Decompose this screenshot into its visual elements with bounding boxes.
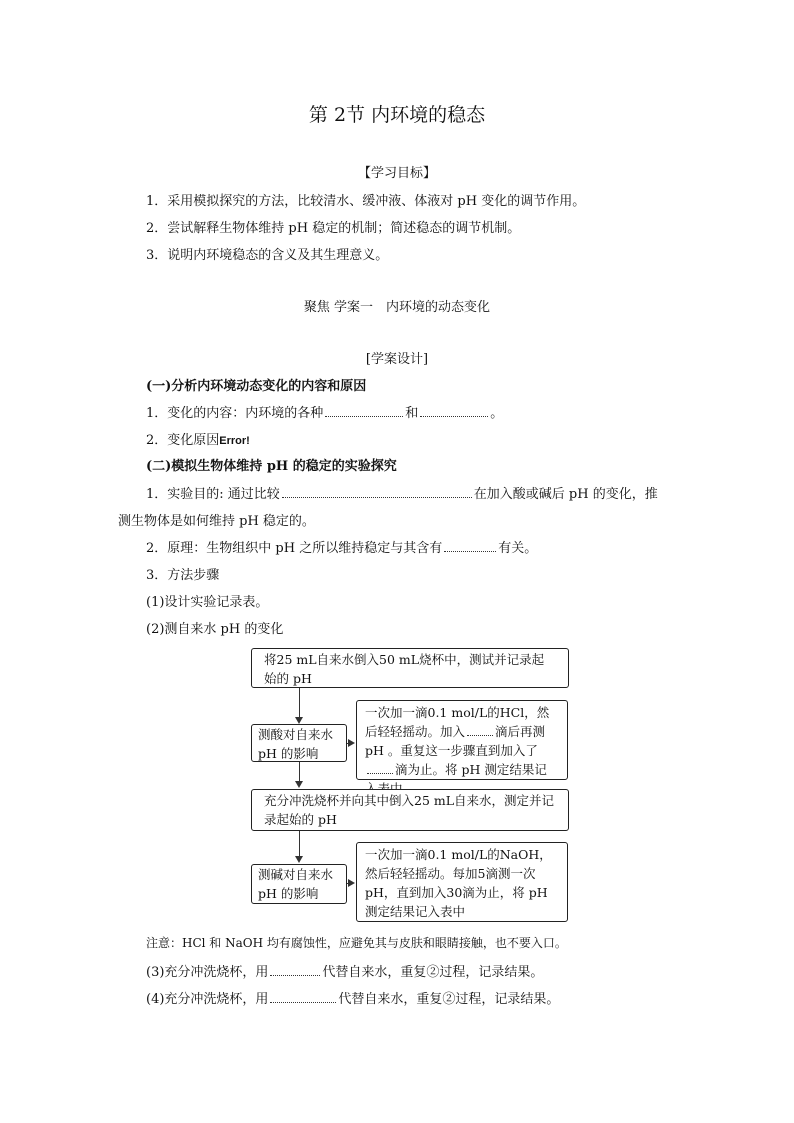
flow-box-acid-label: 测酸对自来水 pH 的影响 — [251, 724, 347, 762]
objective-item: 2．尝试解释生物体维持 pH 稳定的机制；简述稳态的调节机制。 — [146, 221, 521, 236]
blank — [270, 963, 320, 976]
flow-box-acid-detail — [356, 700, 568, 780]
part2-heading: (二)模拟生物体维持 pH 的稳定的实验探究 — [146, 459, 397, 474]
error-text: Error! — [219, 435, 250, 447]
arrow-right-icon — [348, 739, 355, 747]
section-title: 聚焦 学案一 内环境的动态变化 — [303, 300, 491, 315]
design-heading: [学案设计] — [365, 352, 429, 367]
text: 1．实验目的: 通过比较 — [146, 487, 280, 502]
page-title: 第 2节 内环境的稳态 — [308, 104, 486, 126]
flow-connector — [299, 762, 300, 782]
text: 滴后再测 pH 。重复这一步骤直到加入了 — [365, 724, 546, 758]
objectives-heading: 【学习目标】 — [357, 166, 436, 181]
flow-connector — [299, 831, 300, 857]
objective-item: 3．说明内环境稳态的含义及其生理意义。 — [146, 248, 389, 263]
blank — [467, 723, 493, 736]
text: 代替自来水，重复②过程，记录结果。 — [338, 992, 560, 1007]
change-content-line — [146, 402, 503, 421]
blank — [444, 539, 496, 552]
blank — [270, 990, 336, 1003]
blank — [420, 404, 488, 417]
arrow-right-icon — [348, 879, 355, 887]
step3-line — [146, 961, 543, 980]
objective-item: 1．采用模拟探究的方法，比较清水、缓冲液、体液对 pH 变化的调节作用。 — [146, 194, 586, 209]
step1: (1)设计实验记录表。 — [146, 595, 269, 610]
text: 滴为止。将 pH 测定结果记 — [395, 762, 547, 777]
text: (4)充分冲洗烧杯，用 — [146, 992, 269, 1007]
text: (3)充分冲洗烧杯，用 — [146, 965, 269, 980]
principle-line — [146, 537, 537, 556]
change-cause-line — [146, 429, 250, 448]
text: 有关。 — [498, 541, 538, 556]
steps-heading: 3．方法步骤 — [146, 568, 220, 583]
step2: (2)测自来水 pH 的变化 — [146, 622, 284, 637]
text: 在加入酸或碱后 pH 的变化，推 — [473, 487, 658, 502]
flow-box-start: 将25 mL自来水倒入50 mL烧杯中，测试并记录起始的 pH — [251, 648, 569, 688]
part1-heading: (一)分析内环境动态变化的内容和原因 — [146, 379, 367, 394]
text: 1．变化的内容：内环境的各种 — [146, 406, 324, 421]
blank — [282, 485, 472, 498]
text: 代替自来水，重复②过程，记录结果。 — [322, 965, 544, 980]
text: 2．变化原因 — [146, 433, 220, 448]
flow-box-rinse: 充分冲洗烧杯并向其中倒入25 mL自来水，测定并记录起始的 pH — [251, 789, 569, 831]
flow-box-base-label: 测碱对自来水 pH 的影响 — [251, 864, 347, 904]
text: 2．原理：生物组织中 pH 之所以维持稳定与其含有 — [146, 541, 443, 556]
safety-note: 注意：HCl 和 NaOH 均有腐蚀性，应避免其与皮肤和眼睛接触，也不要入口。 — [146, 936, 567, 950]
text: 一次加一滴0.1 mol/L的HCl，然后轻轻摇动。加入 — [365, 705, 550, 739]
arrow-down-icon — [295, 717, 303, 724]
text: 。 — [490, 406, 504, 421]
flow-connector — [299, 688, 300, 718]
arrow-down-icon — [295, 781, 303, 788]
flow-box-base-detail: 一次加一滴0.1 mol/L的NaOH，然后轻轻摇动。每加5滴测一次 pH，直到加入30滴为止，将 pH 测定结果记入表中 — [356, 842, 568, 922]
blank — [367, 761, 393, 774]
arrow-down-icon — [295, 856, 303, 863]
text: 和 — [405, 406, 419, 421]
purpose-line — [146, 483, 658, 502]
purpose-line-cont: 测生物体是如何维持 pH 稳定的。 — [118, 514, 315, 529]
step4-line — [146, 988, 559, 1007]
blank — [325, 404, 403, 417]
